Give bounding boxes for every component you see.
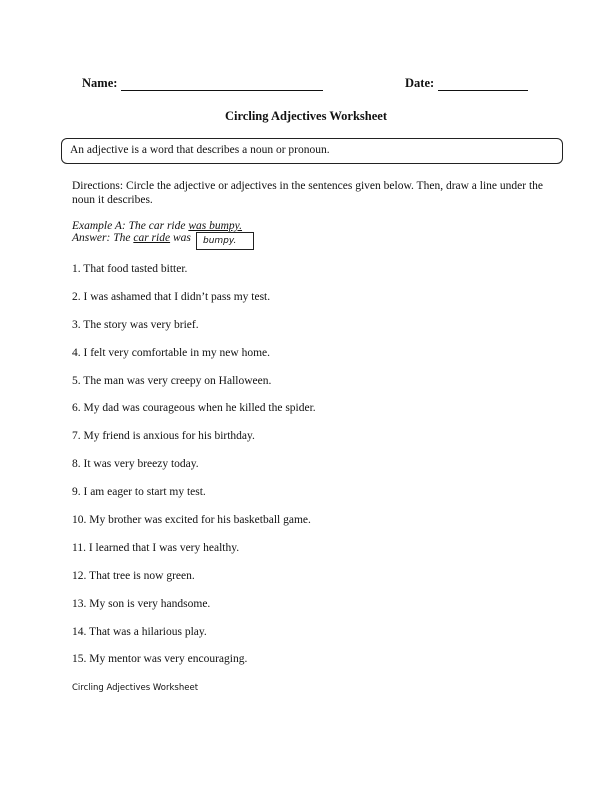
answer-suffix: was bbox=[170, 232, 191, 244]
question-item[interactable]: 7. My friend is anxious for his birthday. bbox=[72, 430, 255, 443]
definition-box bbox=[61, 138, 563, 164]
name-label: Name: bbox=[82, 76, 118, 90]
answer-box: bumpy. bbox=[196, 232, 254, 250]
question-item[interactable]: 2. I was ashamed that I didn’t pass my test. bbox=[72, 290, 271, 303]
question-item[interactable]: 14. That was a hilarious play. bbox=[72, 625, 207, 638]
question-item[interactable]: 5. The man was very creepy on Halloween. bbox=[72, 374, 272, 387]
name-field[interactable] bbox=[82, 76, 323, 91]
question-item[interactable]: 1. That food tasted bitter. bbox=[72, 263, 188, 275]
date-blank-line[interactable] bbox=[438, 78, 528, 91]
definition-text: An adjective is a word that describes a noun or pronoun. bbox=[70, 144, 330, 156]
question-item[interactable]: 3. The story was very brief. bbox=[72, 318, 199, 331]
question-item[interactable]: 13. My son is very handsome. bbox=[72, 597, 211, 610]
question-item[interactable]: 4. I felt very comfortable in my new home. bbox=[72, 346, 270, 359]
question-item[interactable]: 6. My dad was courageous when he killed the spider. bbox=[72, 402, 316, 415]
header-row bbox=[82, 76, 542, 92]
question-item[interactable]: 9. I am eager to start my test. bbox=[72, 486, 206, 499]
example-a-underlined: was bumpy. bbox=[188, 220, 243, 232]
answer-underlined-noun: car ride bbox=[133, 232, 171, 244]
name-blank-line[interactable] bbox=[121, 78, 323, 91]
worksheet-title: Circling Adjectives Worksheet bbox=[224, 109, 388, 123]
question-item[interactable]: 8. It was very breezy today. bbox=[72, 458, 199, 471]
question-list bbox=[72, 262, 316, 680]
question-item[interactable]: 12. That tree is now green. bbox=[72, 569, 195, 582]
date-label: Date: bbox=[405, 76, 435, 90]
question-item[interactable]: 10. My brother was excited for his basketball game. bbox=[72, 514, 311, 527]
date-field[interactable] bbox=[405, 76, 528, 91]
answer-prefix: Answer: The bbox=[72, 232, 134, 244]
directions-text: Directions: Circle the adjective or adjectives in the sentences given below. Then, draw a line under the noun it describes. bbox=[72, 180, 544, 206]
example-line-a bbox=[72, 220, 242, 232]
question-item[interactable]: 15. My mentor was very encouraging. bbox=[72, 653, 248, 666]
example-a-prefix: Example A: The car ride bbox=[72, 220, 189, 232]
footer-label: Circling Adjectives Worksheet bbox=[72, 683, 199, 693]
question-item[interactable]: 11. I learned that I was very healthy. bbox=[72, 541, 240, 554]
